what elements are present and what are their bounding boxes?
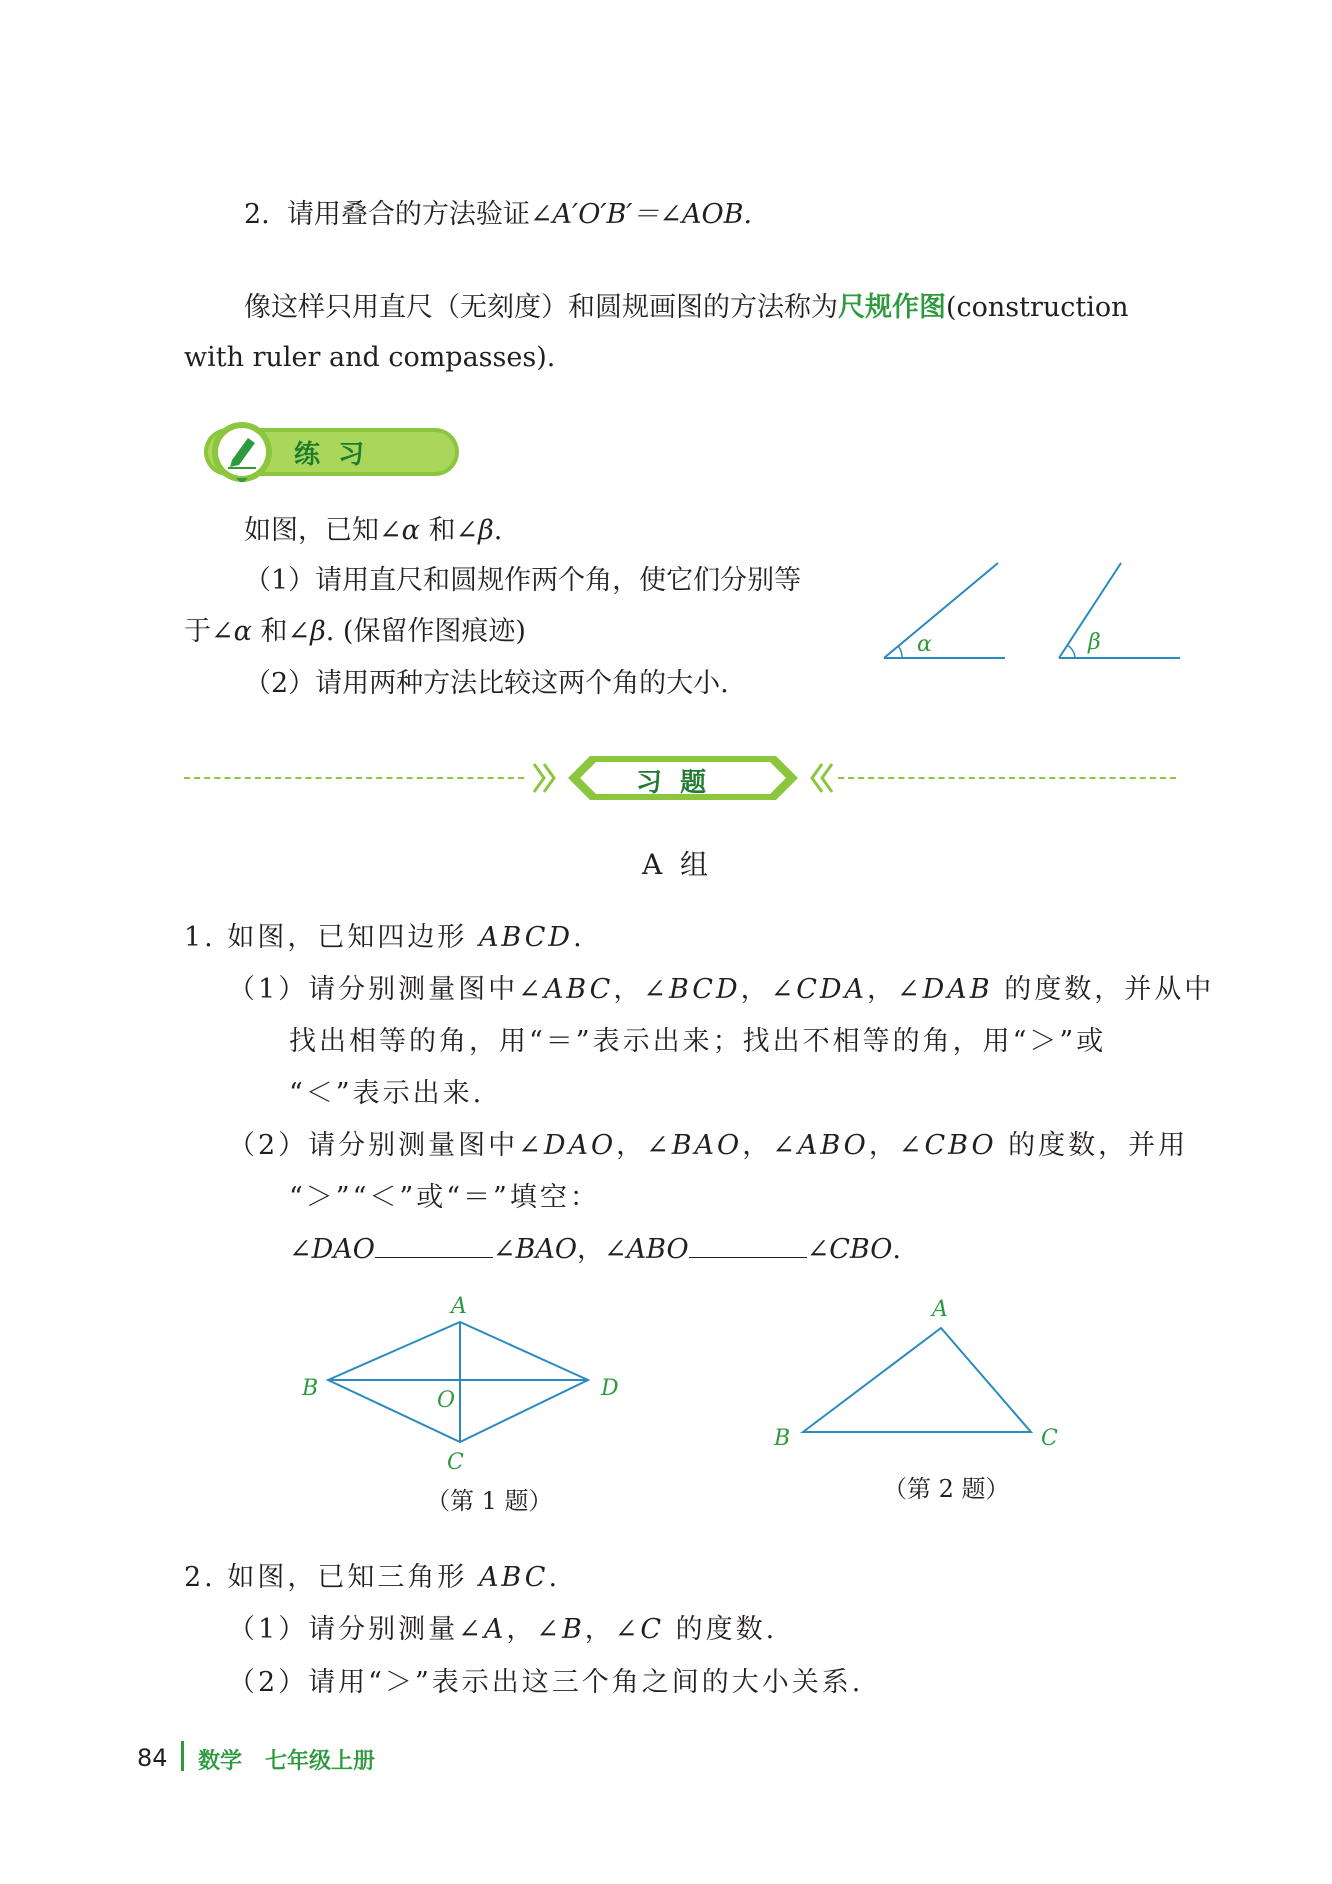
angle-alpha-figure xyxy=(880,555,1020,665)
fig1-label-B: B xyxy=(302,1376,319,1401)
practice-q1-line1: （1）请用直尺和圆规作两个角，使它们分别等 xyxy=(244,565,802,596)
exercise-1-part1-line3: “＜”表示出来. xyxy=(289,1078,485,1109)
footer-book-title: 数学 七年级上册 xyxy=(198,1749,375,1774)
item-2: 2. 请用叠合的方法验证∠A′O′B′＝∠AOB. xyxy=(244,199,753,230)
fig1-label-A: A xyxy=(451,1294,467,1319)
practice-q1-line2: 于∠α 和∠β. (保留作图痕迹) xyxy=(184,616,526,647)
fig1-caption: （第 1 题） xyxy=(426,1487,553,1515)
exercise-1-part2-line2: “＞”“＜”或“＝”填空： xyxy=(289,1182,600,1213)
fig2-caption: （第 2 题） xyxy=(883,1475,1010,1503)
definition-line-2: with ruler and compasses). xyxy=(184,342,556,373)
practice-q2: （2）请用两种方法比较这两个角的大小. xyxy=(244,668,729,699)
exercise-1-part1-line1: （1）请分别测量图中∠ABC，∠BCD，∠CDA，∠DAB 的度数，并从中 xyxy=(228,974,1215,1005)
triangle-figure xyxy=(795,1320,1035,1440)
exercise-2-part1: （1）请分别测量∠A，∠B，∠C 的度数. xyxy=(228,1614,778,1645)
quadrilateral-figure xyxy=(310,1300,610,1460)
group-a-heading: A 组 xyxy=(642,848,709,881)
practice-title: 练 习 xyxy=(294,440,365,470)
divider-right xyxy=(838,777,1176,779)
exercises-title: 习 题 xyxy=(636,768,707,798)
practice-intro: 如图，已知∠α 和∠β. xyxy=(244,515,503,546)
fig1-label-C: C xyxy=(447,1450,464,1475)
exercise-1-fill-blank: ∠DAO ∠BAO，∠ABO ∠CBO. xyxy=(289,1234,901,1265)
footer-divider xyxy=(181,1741,184,1771)
blank-2[interactable] xyxy=(689,1233,807,1258)
page-number: 84 xyxy=(137,1744,168,1772)
label-beta: β xyxy=(1088,630,1101,655)
fig1-label-D: D xyxy=(601,1376,619,1401)
pencil-icon xyxy=(224,432,260,470)
exercise-1-part1-line2: 找出相等的角，用“＝”表示出来；找出不相等的角，用“＞”或 xyxy=(289,1026,1107,1057)
divider-left xyxy=(184,777,524,779)
fig1-label-O: O xyxy=(437,1388,456,1413)
exercise-1-part2-line1: （2）请分别测量图中∠DAO，∠BAO，∠ABO，∠CBO 的度数，并用 xyxy=(228,1130,1189,1161)
exercise-1-title: 1. 如图，已知四边形 ABCD. xyxy=(184,922,585,953)
exercise-2-part2: （2）请用“＞”表示出这三个角之间的大小关系. xyxy=(228,1667,864,1698)
angle-beta-figure xyxy=(1055,555,1185,665)
label-alpha: α xyxy=(917,632,932,657)
exercise-2-title: 2. 如图，已知三角形 ABC. xyxy=(184,1562,561,1593)
fig2-label-B: B xyxy=(774,1426,791,1451)
definition-line-1: 像这样只用直尺（无刻度）和圆规画图的方法称为尺规作图(construction xyxy=(244,292,1129,323)
blank-1[interactable] xyxy=(375,1233,493,1258)
term-construction: 尺规作图 xyxy=(838,292,946,323)
fig2-label-C: C xyxy=(1041,1426,1058,1451)
fig2-label-A: A xyxy=(932,1297,948,1322)
practice-banner xyxy=(184,420,462,482)
